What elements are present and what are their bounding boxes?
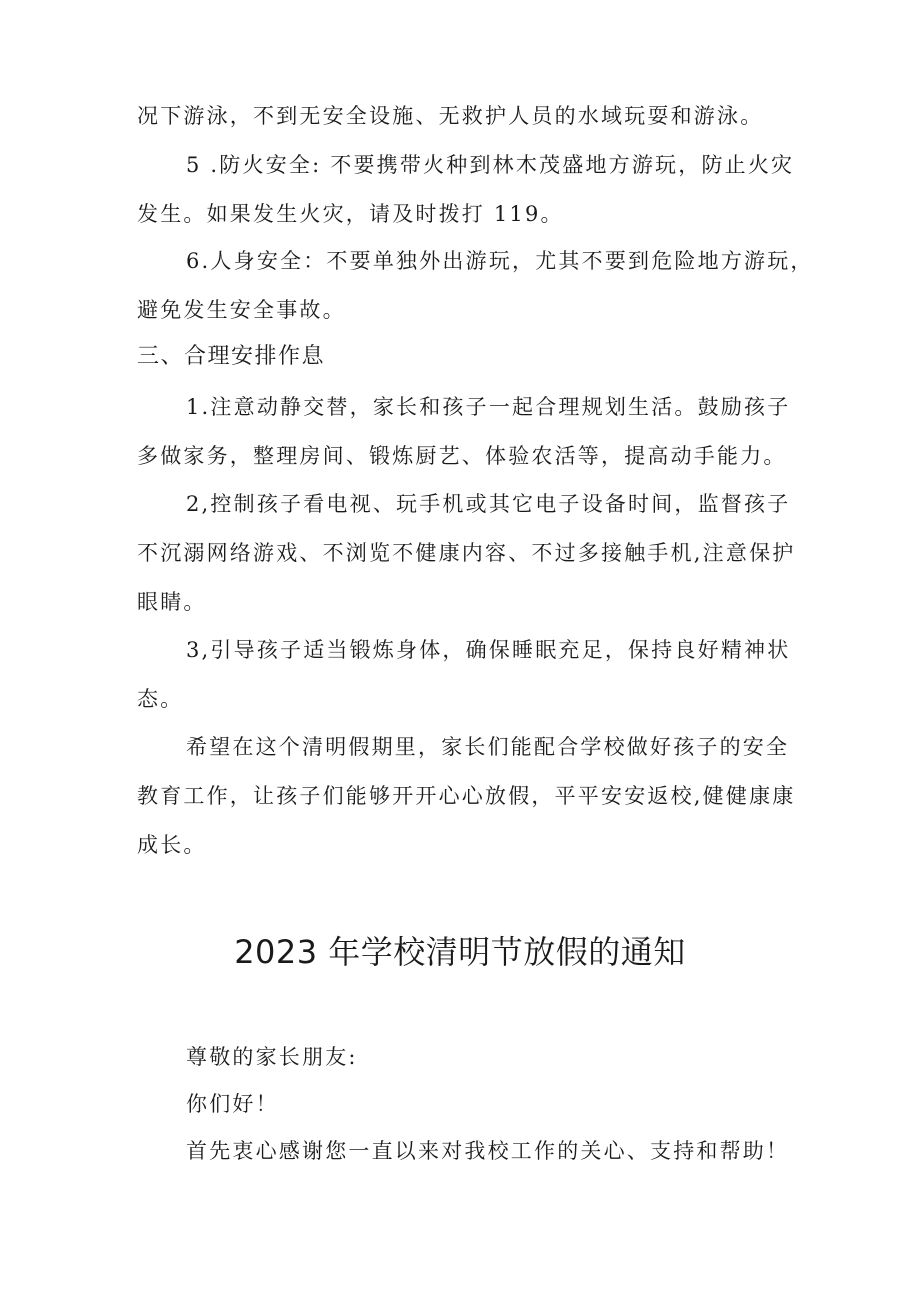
list-item-fire-safety: 5 .防火安全: 不要携带火种到林木茂盛地方游玩，防止火灾	[186, 153, 795, 177]
list-item-balance: 1.注意动静交替，家长和孩子一起合理规划生活。鼓励孩子	[186, 395, 791, 419]
closing-paragraph-cont: 成长。	[137, 833, 207, 857]
list-item-fire-safety-cont: 发生。如果发生火灾，请及时拨打 119。	[137, 202, 564, 226]
list-item-personal-safety-cont: 避免发生安全事故。	[137, 298, 346, 322]
list-item-exercise-cont: 态。	[137, 687, 184, 711]
notice-title: 2023 年学校清明节放假的通知	[234, 933, 686, 971]
opening-paragraph: 首先衷心感谢您一直以来对我校工作的关心、支持和帮助！	[186, 1139, 790, 1163]
salutation: 尊敬的家长朋友:	[186, 1045, 358, 1069]
greeting: 你们好！	[186, 1092, 279, 1116]
section-heading-rest: 三、合理安排作息	[137, 344, 326, 369]
list-item-exercise: 3,引导孩子适当锻炼身体，确保睡眠充足，保持良好精神状	[186, 638, 791, 662]
list-item-screen-time-cont: 不沉溺网络游戏、不浏览不健康内容、不过多接触手机,注意保护	[137, 541, 796, 565]
list-item-balance-cont: 多做家务，整理房间、锻炼厨艺、体验农活等，提高动手能力。	[137, 444, 787, 468]
list-item-screen-time: 2,控制孩子看电视、玩手机或其它电子设备时间，监督孩子	[186, 492, 791, 516]
paragraph-line: 况下游泳，不到无安全设施、无救护人员的水域玩耍和游泳。	[137, 104, 764, 128]
closing-paragraph: 希望在这个清明假期里，家长们能配合学校做好孩子的安全	[186, 735, 790, 759]
list-item-screen-time-cont: 眼睛。	[137, 590, 207, 614]
list-item-personal-safety: 6.人身安全：不要单独外出游玩，尤其不要到危险地方游玩，	[186, 249, 814, 273]
closing-paragraph-cont: 教育工作，让孩子们能够开开心心放假，平平安安返校,健健康康	[137, 784, 796, 808]
